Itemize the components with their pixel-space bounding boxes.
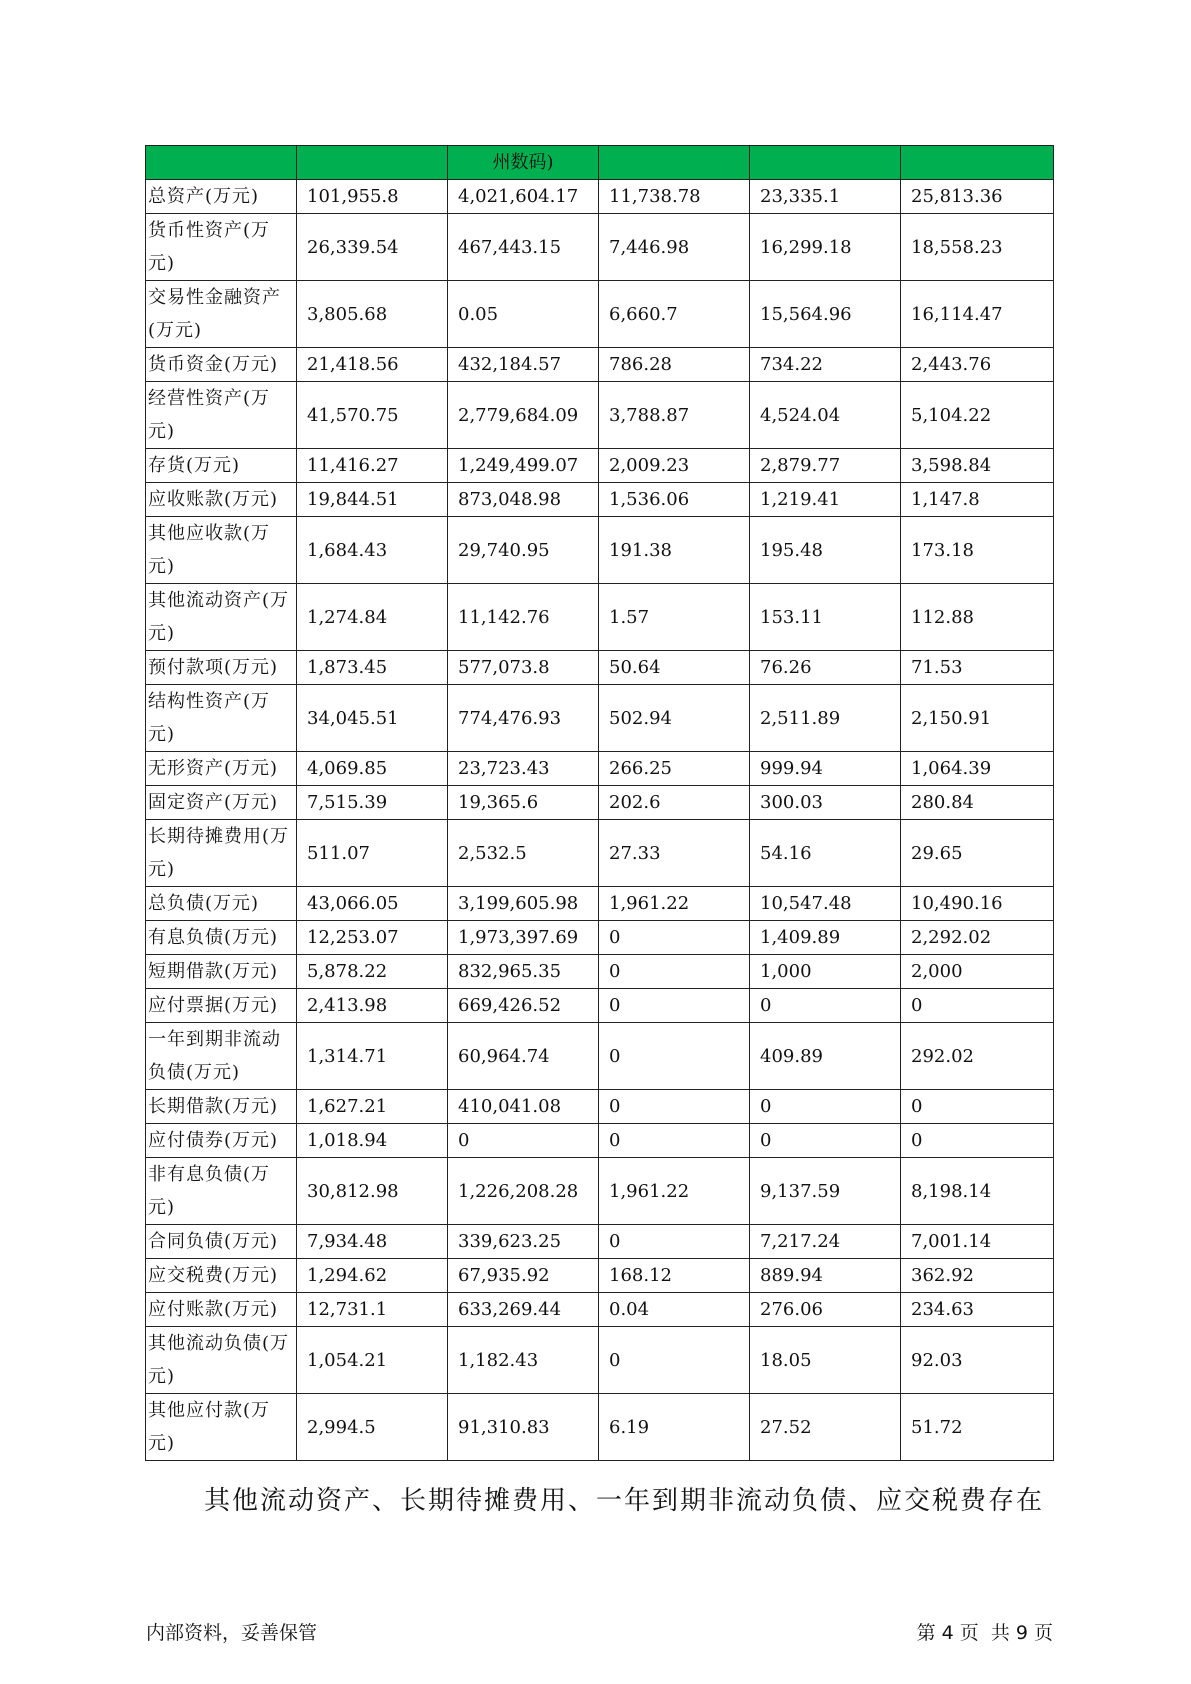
table-cell: 669,426.52 [448,989,599,1023]
table-row [146,820,1054,887]
table-row [146,955,1054,989]
table-cell: 2,994.5 [297,1394,448,1461]
table-cell: 11,416.27 [297,449,448,483]
table-row [146,1259,1054,1293]
table-cell: 16,114.47 [901,281,1054,348]
table-cell: 873,048.98 [448,483,599,517]
table-cell: 153.11 [750,584,901,651]
row-label: 有息负债(万元) [146,921,297,955]
table-cell: 18.05 [750,1327,901,1394]
row-label: 经营性资产(万元) [146,382,297,449]
table-cell: 1,961.22 [599,887,750,921]
row-label: 合同负债(万元) [146,1225,297,1259]
header-cell [750,146,901,180]
table-row [146,1225,1054,1259]
table-cell: 1,182.43 [448,1327,599,1394]
table-cell: 3,805.68 [297,281,448,348]
table-cell: 76.26 [750,651,901,685]
table-cell: 339,623.25 [448,1225,599,1259]
table-cell: 191.38 [599,517,750,584]
table-cell: 432,184.57 [448,348,599,382]
row-label: 总负债(万元) [146,887,297,921]
table-cell: 0 [901,1090,1054,1124]
table-cell: 26,339.54 [297,214,448,281]
table-row [146,1293,1054,1327]
table-cell: 101,955.8 [297,180,448,214]
row-label: 固定资产(万元) [146,786,297,820]
row-label: 短期借款(万元) [146,955,297,989]
body-paragraph: 其他流动资产、长期待摊费用、一年到期非流动负债、应交税费存在 [204,1486,1045,1516]
table-row [146,382,1054,449]
table-cell: 29,740.95 [448,517,599,584]
row-label: 结构性资产(万元) [146,685,297,752]
table-cell: 4,524.04 [750,382,901,449]
row-label: 其他流动资产(万元) [146,584,297,651]
header-cell: 州数码) [448,146,599,180]
row-label: 应付账款(万元) [146,1293,297,1327]
table-row [146,989,1054,1023]
footer-confidential-note: 内部资料，妥善保管 [146,1622,318,1644]
table-row [146,180,1054,214]
table-cell: 0 [599,921,750,955]
table-cell: 502.94 [599,685,750,752]
table-cell: 362.92 [901,1259,1054,1293]
table-cell: 832,965.35 [448,955,599,989]
table-cell: 1,873.45 [297,651,448,685]
table-cell: 1,409.89 [750,921,901,955]
table-cell: 0 [599,955,750,989]
table-cell: 234.63 [901,1293,1054,1327]
table-cell: 0 [750,1124,901,1158]
table-cell: 1,147.8 [901,483,1054,517]
table-row [146,517,1054,584]
header-cell [599,146,750,180]
table-cell: 410,041.08 [448,1090,599,1124]
table-cell: 0 [901,989,1054,1023]
table-cell: 2,532.5 [448,820,599,887]
header-cell [901,146,1054,180]
table-cell: 11,738.78 [599,180,750,214]
row-label: 货币资金(万元) [146,348,297,382]
table-row [146,887,1054,921]
table-cell: 1,219.41 [750,483,901,517]
row-label: 一年到期非流动负债(万元) [146,1023,297,1090]
table-cell: 9,137.59 [750,1158,901,1225]
table-cell: 7,515.39 [297,786,448,820]
table-cell: 0.05 [448,281,599,348]
table-cell: 2,150.91 [901,685,1054,752]
row-label: 长期借款(万元) [146,1090,297,1124]
table-cell: 67,935.92 [448,1259,599,1293]
table-cell: 54.16 [750,820,901,887]
table-cell: 2,511.89 [750,685,901,752]
row-label: 应收账款(万元) [146,483,297,517]
table-cell: 19,844.51 [297,483,448,517]
table-header-row [146,146,1054,180]
table-cell: 27.33 [599,820,750,887]
table-cell: 3,199,605.98 [448,887,599,921]
table-cell: 2,292.02 [901,921,1054,955]
table-cell: 0 [599,1225,750,1259]
table-cell: 1,627.21 [297,1090,448,1124]
table-cell: 276.06 [750,1293,901,1327]
row-label: 其他流动负债(万元) [146,1327,297,1394]
table-cell: 0 [599,1327,750,1394]
table-cell: 5,104.22 [901,382,1054,449]
table-cell: 633,269.44 [448,1293,599,1327]
table-row [146,685,1054,752]
table-row [146,1327,1054,1394]
row-label: 交易性金融资产(万元) [146,281,297,348]
table-cell: 7,446.98 [599,214,750,281]
table-cell: 300.03 [750,786,901,820]
table-row [146,584,1054,651]
table-cell: 21,418.56 [297,348,448,382]
table-cell: 7,934.48 [297,1225,448,1259]
table-cell: 173.18 [901,517,1054,584]
table-cell: 1,294.62 [297,1259,448,1293]
table-cell: 60,964.74 [448,1023,599,1090]
table-row [146,214,1054,281]
table-cell: 23,723.43 [448,752,599,786]
row-label: 应付票据(万元) [146,989,297,1023]
row-label: 应付债券(万元) [146,1124,297,1158]
table-cell: 50.64 [599,651,750,685]
table-cell: 1,314.71 [297,1023,448,1090]
table-cell: 10,490.16 [901,887,1054,921]
table-cell: 0 [599,1023,750,1090]
row-label: 无形资产(万元) [146,752,297,786]
table-cell: 280.84 [901,786,1054,820]
table-cell: 511.07 [297,820,448,887]
table-row [146,921,1054,955]
table-cell: 1,684.43 [297,517,448,584]
table-cell: 10,547.48 [750,887,901,921]
row-label: 应交税费(万元) [146,1259,297,1293]
table-cell: 889.94 [750,1259,901,1293]
table-cell: 41,570.75 [297,382,448,449]
table-cell: 1,536.06 [599,483,750,517]
table-cell: 774,476.93 [448,685,599,752]
table-cell: 51.72 [901,1394,1054,1461]
table-cell: 16,299.18 [750,214,901,281]
row-label: 其他应收款(万元) [146,517,297,584]
table-cell: 2,413.98 [297,989,448,1023]
table-row [146,1394,1054,1461]
table-row [146,483,1054,517]
table-row [146,348,1054,382]
table-cell: 202.6 [599,786,750,820]
table-cell: 1,226,208.28 [448,1158,599,1225]
table-cell: 4,069.85 [297,752,448,786]
footer-page-number: 第 4 页 共 9 页 [916,1622,1053,1644]
table-cell: 4,021,604.17 [448,180,599,214]
table-cell: 12,731.1 [297,1293,448,1327]
table-cell: 25,813.36 [901,180,1054,214]
table-cell: 2,000 [901,955,1054,989]
table-cell: 786.28 [599,348,750,382]
header-cell [297,146,448,180]
table-cell: 30,812.98 [297,1158,448,1225]
table-cell: 0 [599,989,750,1023]
table-cell: 7,001.14 [901,1225,1054,1259]
table-cell: 1,961.22 [599,1158,750,1225]
table-cell: 1,249,499.07 [448,449,599,483]
table-body [146,146,1054,1461]
table-cell: 3,788.87 [599,382,750,449]
table-row [146,281,1054,348]
table-cell: 467,443.15 [448,214,599,281]
header-cell [146,146,297,180]
row-label: 总资产(万元) [146,180,297,214]
table-cell: 5,878.22 [297,955,448,989]
table-cell: 195.48 [750,517,901,584]
table-row [146,786,1054,820]
table-cell: 1,018.94 [297,1124,448,1158]
table-row [146,1090,1054,1124]
table-cell: 0 [599,1090,750,1124]
table-cell: 999.94 [750,752,901,786]
table-cell: 7,217.24 [750,1225,901,1259]
table-cell: 1,000 [750,955,901,989]
table-cell: 8,198.14 [901,1158,1054,1225]
table-row [146,1023,1054,1090]
table-cell: 15,564.96 [750,281,901,348]
table-cell: 43,066.05 [297,887,448,921]
table-cell: 168.12 [599,1259,750,1293]
table-row [146,1124,1054,1158]
table-cell: 0 [750,1090,901,1124]
table-cell: 0 [599,1124,750,1158]
table-row [146,1158,1054,1225]
table-cell: 29.65 [901,820,1054,887]
table-cell: 19,365.6 [448,786,599,820]
row-label: 其他应付款(万元) [146,1394,297,1461]
table-cell: 0 [901,1124,1054,1158]
table-cell: 409.89 [750,1023,901,1090]
table-row [146,752,1054,786]
table-cell: 1.57 [599,584,750,651]
table-cell: 18,558.23 [901,214,1054,281]
row-label: 预付款项(万元) [146,651,297,685]
table-cell: 23,335.1 [750,180,901,214]
table-cell: 1,274.84 [297,584,448,651]
table-cell: 2,879.77 [750,449,901,483]
table-row [146,449,1054,483]
table-cell: 0 [750,989,901,1023]
row-label: 长期待摊费用(万元) [146,820,297,887]
financial-data-table [145,145,1054,1461]
table-cell: 734.22 [750,348,901,382]
table-cell: 577,073.8 [448,651,599,685]
table-cell: 0.04 [599,1293,750,1327]
row-label: 存货(万元) [146,449,297,483]
table-cell: 1,973,397.69 [448,921,599,955]
table-cell: 11,142.76 [448,584,599,651]
table-row [146,651,1054,685]
table-cell: 92.03 [901,1327,1054,1394]
row-label: 货币性资产(万元) [146,214,297,281]
table-cell: 91,310.83 [448,1394,599,1461]
table-cell: 1,054.21 [297,1327,448,1394]
table-cell: 1,064.39 [901,752,1054,786]
table-cell: 2,443.76 [901,348,1054,382]
table-cell: 266.25 [599,752,750,786]
table-cell: 71.53 [901,651,1054,685]
table-cell: 6,660.7 [599,281,750,348]
table-cell: 2,009.23 [599,449,750,483]
table-cell: 0 [448,1124,599,1158]
table-cell: 34,045.51 [297,685,448,752]
table-cell: 292.02 [901,1023,1054,1090]
table-cell: 12,253.07 [297,921,448,955]
row-label: 非有息负债(万元) [146,1158,297,1225]
table-cell: 27.52 [750,1394,901,1461]
table-cell: 2,779,684.09 [448,382,599,449]
table-cell: 3,598.84 [901,449,1054,483]
table-cell: 112.88 [901,584,1054,651]
table-cell: 6.19 [599,1394,750,1461]
